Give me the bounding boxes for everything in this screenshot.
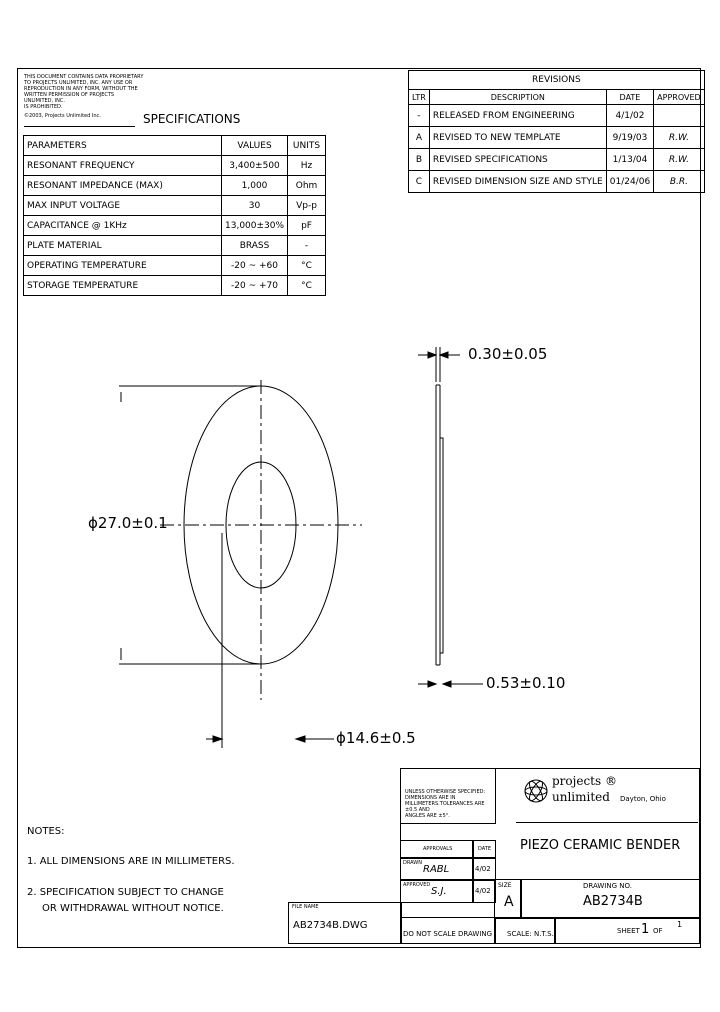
spec-value: 3,400±500: [222, 156, 288, 176]
spec-unit: pF: [288, 216, 326, 236]
spec-value: BRASS: [222, 236, 288, 256]
drawn-row: [400, 857, 474, 881]
rev-header-approved: APPROVED: [654, 90, 705, 105]
drawn-date: 4/02: [475, 865, 491, 873]
copyright: ©2003, Projects Unlimited Inc.: [24, 113, 101, 119]
tolerance-box: [400, 768, 496, 824]
spec-unit: Hz: [288, 156, 326, 176]
sheet-total: 1: [677, 920, 683, 929]
spec-param: RESONANT FREQUENCY: [24, 156, 222, 176]
spec-param: MAX INPUT VOLTAGE: [24, 196, 222, 216]
approved-label: APPROVED: [403, 882, 431, 888]
spec-unit: °C: [288, 276, 326, 296]
sheet-number: 1: [641, 922, 650, 937]
drawing-no-label: DRAWING NO.: [583, 882, 632, 890]
rev-approved: R.W.: [654, 127, 705, 149]
company-box: [516, 769, 698, 823]
revisions-title: REVISIONS: [409, 71, 705, 90]
rev-date: 9/19/03: [606, 127, 653, 149]
spec-value: -20 ~ +60: [222, 256, 288, 276]
company-location: Dayton, Ohio: [620, 795, 666, 803]
date-label: DATE: [478, 846, 492, 852]
approved-by: S.J.: [431, 886, 447, 897]
rev-ltr: -: [409, 105, 430, 127]
file-name-box: [288, 902, 402, 944]
sheet-of-label: OF: [653, 927, 663, 935]
spec-title: SPECIFICATIONS: [143, 112, 241, 126]
scale-value: SCALE: N.T.S.: [507, 930, 554, 938]
rev-description: RELEASED FROM ENGINEERING: [429, 105, 606, 127]
outer-diameter-label: ϕ27.0±0.1: [88, 514, 168, 532]
approved-date-cell: [472, 879, 496, 903]
spec-unit: Vp-p: [288, 196, 326, 216]
rev-approved: B.R.: [654, 171, 705, 193]
spec-value: 30: [222, 196, 288, 216]
inner-diameter-label: ϕ14.6±0.5: [336, 729, 416, 747]
spec-header-parameters: PARAMETERS: [24, 136, 222, 156]
rev-description: REVISED TO NEW TEMPLATE: [429, 127, 606, 149]
center-lines: [160, 380, 362, 700]
spec-unit: -: [288, 236, 326, 256]
spec-param: OPERATING TEMPERATURE: [24, 256, 222, 276]
part-title: PIEZO CERAMIC BENDER: [520, 838, 681, 853]
rev-date: 1/13/04: [606, 149, 653, 171]
total-thickness-label: 0.53±0.10: [486, 674, 566, 692]
drawn-date-cell: [472, 857, 496, 881]
size-value: A: [504, 894, 514, 910]
spec-param: PLATE MATERIAL: [24, 236, 222, 256]
plate-thickness-label: 0.30±0.05: [468, 345, 548, 363]
spec-param: CAPACITANCE @ 1KHz: [24, 216, 222, 236]
spec-param: RESONANT IMPEDANCE (MAX): [24, 176, 222, 196]
note-1: 1. ALL DIMENSIONS ARE IN MILLIMETERS.: [27, 856, 235, 867]
spec-header-units: UNITS: [288, 136, 326, 156]
side-view-ceramic: [440, 438, 443, 653]
spec-value: 13,000±30%: [222, 216, 288, 236]
rev-header-ltr: LTR: [409, 90, 430, 105]
spec-value: 1,000: [222, 176, 288, 196]
tolerance-note: UNLESS OTHERWISE SPECIFIED: DIMENSIONS ARE IN MILLIMETERS.TOLERANCES ARE ±0.5 AND ANGLES ARE ±5°.: [405, 789, 486, 819]
spec-param: STORAGE TEMPERATURE: [24, 276, 222, 296]
rev-ltr: B: [409, 149, 430, 171]
rev-ltr: A: [409, 127, 430, 149]
size-cell: [494, 879, 522, 919]
note-2: 2. SPECIFICATION SUBJECT TO CHANGE: [27, 887, 224, 898]
rev-description: REVISED SPECIFICATIONS: [429, 149, 606, 171]
file-name-label: FILE NAME: [292, 904, 319, 910]
rev-header-date: DATE: [606, 90, 653, 105]
company-name-line2: unlimited: [552, 790, 610, 804]
scale-note: DO NOT SCALE DRAWING: [403, 930, 493, 938]
rev-header-description: DESCRIPTION: [429, 90, 606, 105]
rev-date: 01/24/06: [606, 171, 653, 193]
sheet-label: SHEET: [617, 927, 640, 935]
company-name-line1: projects ®: [552, 774, 617, 788]
drawing-no: AB2734B: [583, 894, 643, 909]
drawn-by: RABL: [423, 864, 450, 875]
note-2-cont: OR WITHDRAWAL WITHOUT NOTICE.: [42, 903, 224, 914]
projects-unlimited-logo: [524, 777, 548, 805]
scale-note-cell: [400, 917, 496, 944]
rev-description: REVISED DIMENSION SIZE AND STYLE: [429, 171, 606, 193]
approvals-label: APPROVALS: [423, 846, 453, 852]
drawing-no-cell: [520, 879, 700, 919]
rev-approved: R.W.: [654, 149, 705, 171]
drawn-label: DRAWN: [403, 860, 422, 866]
size-label: SIZE: [498, 882, 512, 889]
sheet-cell: [554, 917, 700, 944]
approved-date: 4/02: [475, 887, 491, 895]
spec-value: -20 ~ +70: [222, 276, 288, 296]
file-name: AB2734B.DWG: [293, 920, 368, 931]
approved-row: [400, 879, 474, 903]
rev-date: 4/1/02: [606, 105, 653, 127]
spec-unit: °C: [288, 256, 326, 276]
rev-ltr: C: [409, 171, 430, 193]
proprietary-notice: THIS DOCUMENT CONTAINS DATA PROPRIETARY TO PROJECTS UNLIMITED, INC. ANY USE OR REPRODUCTION IN ANY FORM, WITHOUT THE WRITTEN PERMISSION OF PROJECTS UNLIMITED, INC. IS PROHIBITED.: [24, 74, 144, 110]
notes-heading: NOTES:: [27, 826, 65, 837]
scale-cell: [494, 917, 556, 944]
spec-unit: Ohm: [288, 176, 326, 196]
spec-header-values: VALUES: [222, 136, 288, 156]
